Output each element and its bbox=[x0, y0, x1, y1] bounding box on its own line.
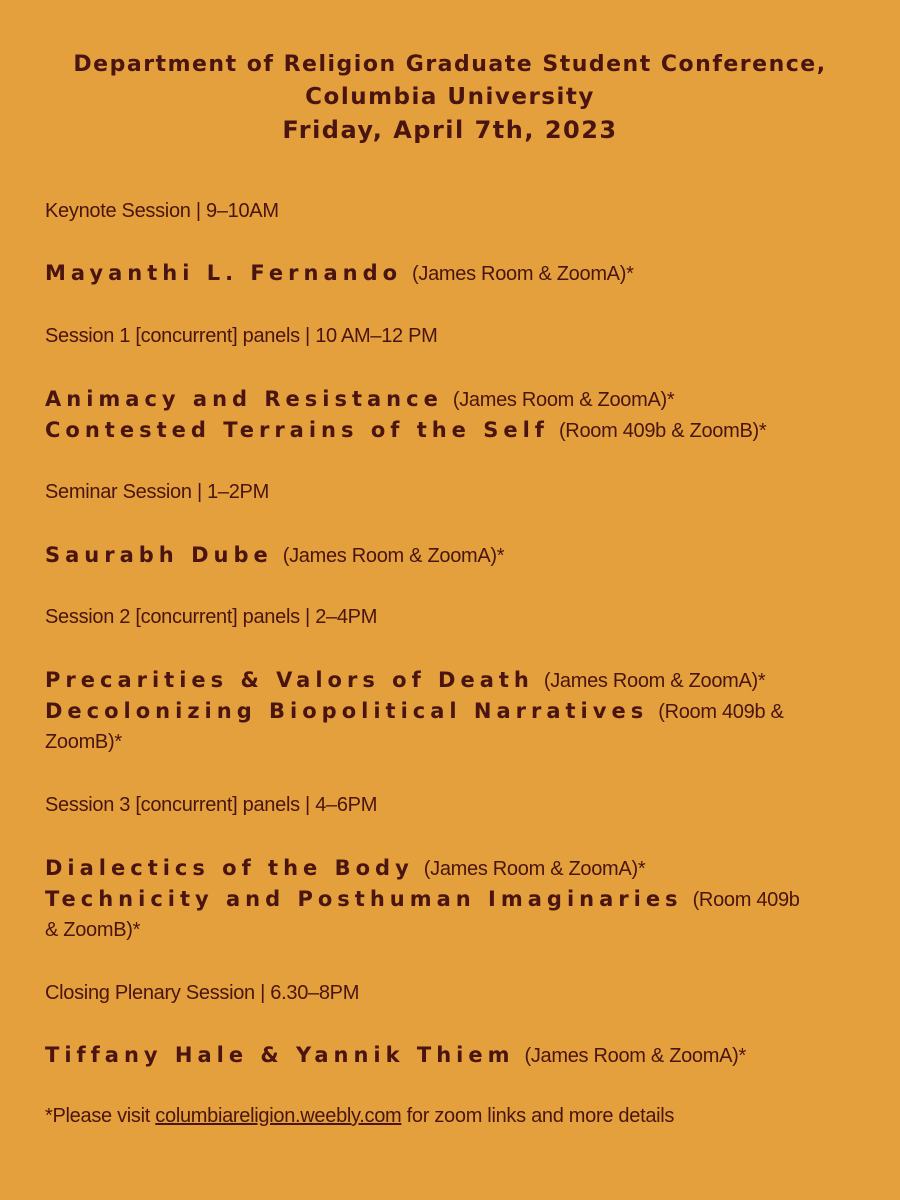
panel-title: Decolonizing Biopolitical Narratives bbox=[45, 699, 649, 723]
panel-room: (Room 409b bbox=[692, 889, 800, 911]
panel-room: (James Room & ZoomA)* bbox=[543, 670, 766, 692]
session-3-label: Session 3 [concurrent] panels | 4–6PM bbox=[45, 794, 378, 816]
header-date: Friday, April 7th, 2023 bbox=[282, 116, 618, 144]
panel-title: Technicity and Posthuman Imaginaries bbox=[45, 887, 683, 911]
closing-speakers: Tiffany Hale & Yannik Thiem bbox=[45, 1043, 515, 1067]
session-3-panel-1 bbox=[45, 856, 865, 881]
session-2-panel-1 bbox=[45, 668, 865, 693]
session-3-panel-2-room-cont: & ZoomB)* bbox=[45, 919, 141, 941]
panel-title: Animacy and Resistance bbox=[45, 387, 443, 411]
panel-room: (James Room & ZoomA)* bbox=[423, 858, 646, 880]
session-1-panel-1 bbox=[45, 387, 865, 412]
session-2-label: Session 2 [concurrent] panels | 2–4PM bbox=[45, 606, 378, 628]
session-2-panel-2 bbox=[45, 699, 865, 724]
panel-room: (James Room & ZoomA)* bbox=[452, 389, 675, 411]
footer-suffix: for zoom links and more details bbox=[401, 1105, 675, 1127]
seminar-speaker: Saurabh Dube bbox=[45, 543, 273, 567]
closing-entry bbox=[45, 1043, 865, 1068]
footer-note bbox=[45, 1105, 674, 1128]
session-1-label: Session 1 [concurrent] panels | 10 AM–12 PM bbox=[45, 325, 438, 347]
seminar-room: (James Room & ZoomA)* bbox=[282, 545, 505, 567]
session-1-panel-2 bbox=[45, 418, 865, 443]
seminar-entry bbox=[45, 543, 865, 568]
header-line-2: Columbia University bbox=[305, 84, 595, 110]
keynote-room: (James Room & ZoomA)* bbox=[412, 263, 634, 285]
keynote-session-label: Keynote Session | 9–10AM bbox=[45, 200, 279, 222]
panel-room: (Room 409b & bbox=[658, 701, 784, 723]
header-line-1: Department of Religion Graduate Student Conference, bbox=[73, 52, 827, 77]
website-link[interactable]: columbiareligion.weebly.com bbox=[155, 1105, 402, 1127]
panel-room: (Room 409b & ZoomB)* bbox=[558, 420, 767, 442]
panel-title: Dialectics of the Body bbox=[45, 856, 414, 880]
panel-title: Precarities & Valors of Death bbox=[45, 668, 534, 692]
closing-session-label: Closing Plenary Session | 6.30–8PM bbox=[45, 982, 360, 1004]
seminar-session-label: Seminar Session | 1–2PM bbox=[45, 481, 269, 503]
session-3-panel-2 bbox=[45, 887, 865, 912]
keynote-speaker: Mayanthi L. Fernando bbox=[45, 261, 403, 285]
panel-title: Contested Terrains of the Self bbox=[45, 418, 549, 442]
closing-room: (James Room & ZoomA)* bbox=[524, 1045, 747, 1067]
conference-header bbox=[0, 48, 900, 147]
session-2-panel-2-room-cont: ZoomB)* bbox=[45, 731, 122, 753]
footer-prefix: *Please visit bbox=[45, 1105, 156, 1127]
keynote-entry bbox=[45, 261, 865, 286]
